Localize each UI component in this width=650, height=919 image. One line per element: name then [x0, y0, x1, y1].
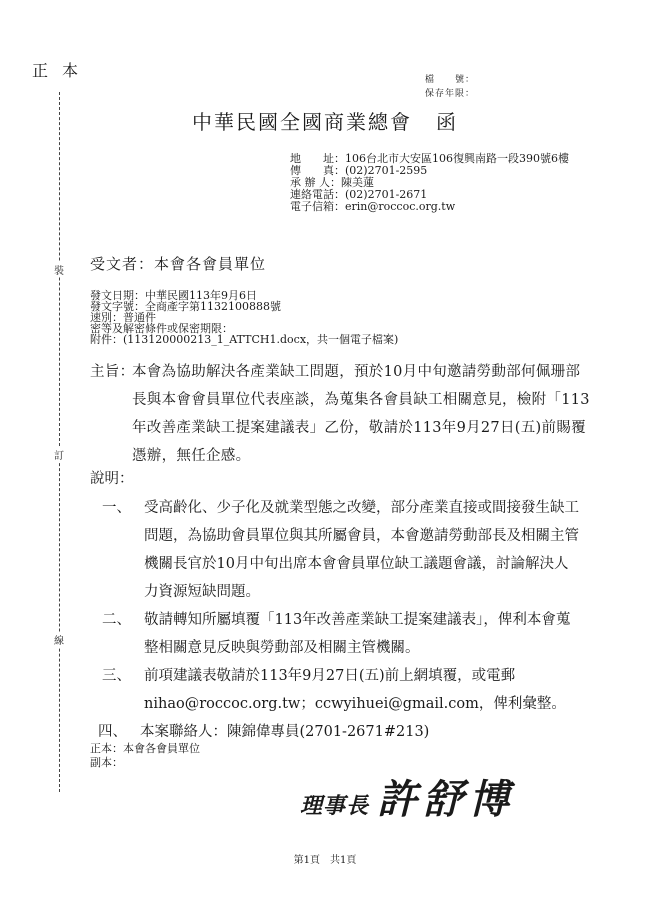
item-text: 本案聯絡人：陳錦偉專員(2701-2671#213) — [140, 724, 430, 740]
explanation-head: 說明： — [90, 471, 134, 487]
signature-name: 許舒博 — [377, 776, 516, 823]
letter-title — [0, 106, 650, 135]
chairman-signature — [300, 768, 515, 825]
fax-label: 傳 真： — [290, 164, 345, 177]
phone-value: (02)2701-2671 — [345, 188, 428, 201]
security-level: 密等及解密條件或保密期限： — [90, 322, 233, 335]
retention-label: 保存年限： — [425, 89, 476, 99]
binding-mark-zhuang: 裝 — [54, 262, 64, 277]
item-number: 一、 — [102, 500, 131, 516]
org-name: 中華民國全國商業總會 — [192, 110, 412, 134]
copy-recipients: 副本： — [90, 756, 123, 769]
item-text: 受高齡化、少子化及就業型態之改變，部分產業直接或間接發生缺工問題，為協助會員單位與其所屬會員，本會邀請勞動部長及相關主管機關長官於10月中旬出席本會會員單位缺工議題會議，討論解決人力資源短缺問題。 — [144, 500, 579, 600]
address-value: 106台北市大安區106復興南路一段390號6樓 — [345, 152, 569, 165]
copy-mark: 正本 — [32, 61, 93, 80]
email-value: erin@roccoc.org.tw — [345, 200, 456, 213]
item-number: 四、 — [98, 724, 127, 740]
fax-value: (02)2701-2595 — [345, 164, 428, 177]
handler-value: 陳美蓮 — [341, 176, 374, 189]
binding-mark-ding: 訂 — [54, 447, 64, 462]
page-footer: 第1頁 共1頁 — [293, 855, 357, 866]
sender-info — [290, 153, 585, 213]
explanation-item — [102, 662, 582, 718]
subject-body: 本會為協助解決各產業缺工問題，預於10月中旬邀請勞動部何佩珊部長與本會會員單位代表座談，為蒐集各會員缺工相關意見，檢附「113年改善產業缺工提案建議表」乙份，敬請於113年9月27日(五)前賜覆憑辦，無任企感。 — [132, 364, 590, 464]
item-number: 二、 — [102, 612, 131, 628]
email-label: 電子信箱： — [290, 200, 345, 213]
main-recipients: 正本：本會各會員單位 — [90, 742, 200, 755]
subject-head: 主旨： — [90, 364, 135, 380]
distribution — [90, 742, 200, 770]
signature-role: 理事長 — [300, 793, 370, 819]
address-label: 地 址： — [290, 152, 345, 165]
item-number: 三、 — [102, 668, 131, 684]
delivery-speed: 速別：普通件 — [90, 311, 156, 324]
document-meta — [90, 290, 398, 345]
item-text: 前項建議表敬請於113年9月27日(五)前上網填覆，或電郵nihao@roccoc.org.tw；ccwyihuei@gmail.com，俾利彙整。 — [144, 668, 566, 712]
handler-label: 承 辦 人： — [290, 176, 341, 189]
explanation-item — [102, 606, 582, 662]
attachment: 附件：(113120000213_1_ATTCH1.docx，共一個電子檔案) — [90, 333, 399, 346]
file-number-label: 檔 號： — [425, 75, 476, 85]
binding-line — [59, 92, 60, 792]
doc-number: 發文字號：全商產字第1132100888號 — [90, 300, 281, 313]
email-row — [290, 201, 585, 213]
recipient: 受文者：本會各會員單位 — [90, 255, 267, 273]
phone-label: 連絡電話： — [290, 188, 345, 201]
item-text: 敬請轉知所屬填覆「113年改善產業缺工提案建議表」，俾利本會蒐整相關意見反映與勞動部及相關主管機關。 — [144, 612, 571, 656]
binding-mark-xian: 線 — [54, 632, 64, 647]
doc-type: 函 — [436, 110, 458, 134]
explanation-item — [102, 494, 582, 606]
issue-date: 發文日期：中華民國113年9月6日 — [90, 289, 257, 302]
subject — [90, 358, 590, 470]
